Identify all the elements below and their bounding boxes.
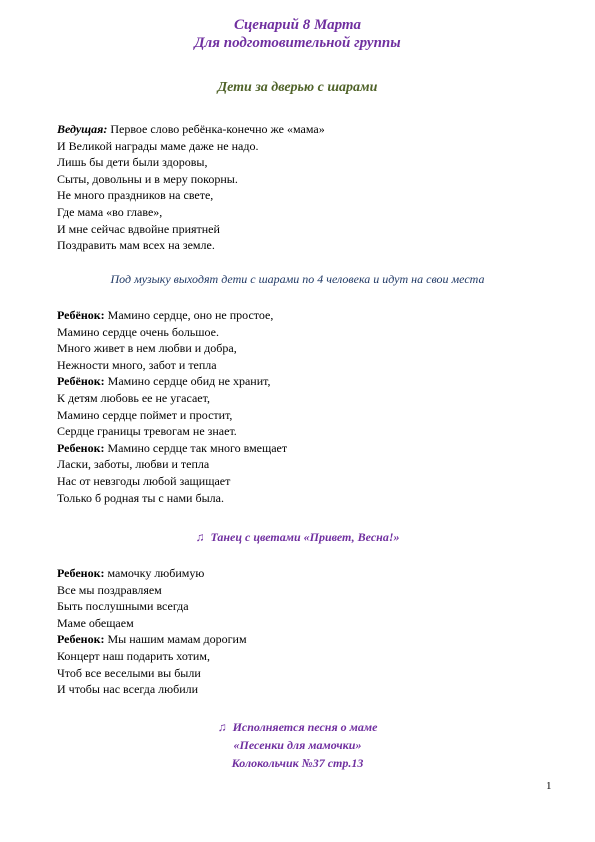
verse-line: К детям любовь ее не угасает, xyxy=(57,390,210,405)
verse-line: Нас от невзгоды любой защищает xyxy=(57,473,231,488)
song-line-1: ♫ Исполняется песня о маме xyxy=(217,720,378,734)
verse-line: Много живет в нем любви и добра, xyxy=(57,341,237,356)
subtitle: Дети за дверью с шарами xyxy=(217,80,378,95)
verse-line: Маме обещаем xyxy=(57,615,134,630)
dance-text: Танец с цветами «Привет, Весна!» xyxy=(210,530,400,544)
song-direction xyxy=(0,718,595,772)
verses-block-1 xyxy=(57,307,287,506)
intro-first-text: Первое слово ребёнка-конечно же «мама» xyxy=(107,122,325,136)
speaker-label: Ребёнок: xyxy=(57,374,105,389)
intro-block xyxy=(57,121,325,254)
speaker-label: Ребенок: xyxy=(57,566,105,580)
speaker-label: Ребенок: xyxy=(57,440,105,455)
intro-line: Не много праздников на свете, xyxy=(57,188,214,203)
verse-line: И чтобы нас всегда любили xyxy=(57,682,199,697)
verse-first-line: Ребенок: мамочку любимую xyxy=(57,566,205,580)
intro-line: Поздравить мам всех на земле. xyxy=(57,238,215,253)
verse-line: Быть послушными всегда xyxy=(57,599,189,614)
verse-line: Ласки, заботы, любви и тепла xyxy=(57,457,210,472)
page-number: 1 xyxy=(546,780,552,792)
verse-first-line: Ребенок: Мы нашим мамам дорогим xyxy=(57,632,247,647)
intro-line: Где мама «во главе», xyxy=(57,204,163,219)
verse-line: Чтоб все веселыми вы были xyxy=(57,665,201,680)
intro-line: Лишь бы дети были здоровы, xyxy=(57,155,208,170)
verse-first-line: Ребёнок: Мамино сердце обид не хранит, xyxy=(57,374,271,389)
intro-line: И Великой награды маме даже не надо. xyxy=(57,138,259,153)
speaker-label: Ребёнок: xyxy=(57,308,105,322)
music-note-icon: ♫ xyxy=(195,530,205,544)
verse-line: Все мы поздравляем xyxy=(57,582,162,597)
verse-line: Мамино сердце поймет и простит, xyxy=(57,407,233,422)
verse-line: Сердце границы тревогам не знает. xyxy=(57,424,237,439)
stage-direction: Под музыку выходят дети с шарами по 4 человека и идут на свои места xyxy=(110,272,485,286)
document-title xyxy=(0,16,595,52)
title-line-1: Сценарий 8 Марта xyxy=(233,17,362,33)
speaker-label: Ведущая: xyxy=(57,122,108,136)
song-line-2: «Песенки для мамочки» xyxy=(233,738,362,752)
speaker-label: Ребенок: xyxy=(57,632,105,647)
verse-line: Нежности много, забот и тепла xyxy=(57,357,217,372)
intro-line: Сыты, довольны и в меру покорны. xyxy=(57,171,238,186)
verse-first-line: Ребенок: Мамино сердце так много вмещает xyxy=(57,440,288,455)
song-line-3: Колокольчик №37 стр.13 xyxy=(231,756,364,770)
verse-first-line: Ребёнок: Мамино сердце, оно не простое, xyxy=(57,308,274,322)
verses-block-2 xyxy=(57,565,247,698)
verse-line: Концерт наш подарить хотим, xyxy=(57,648,210,663)
intro-line: И мне сейчас вдвойне приятней xyxy=(57,221,220,236)
verse-line: Только б родная ты с нами была. xyxy=(57,490,224,505)
dance-direction xyxy=(0,530,595,545)
verse-line: Мамино сердце очень большое. xyxy=(57,324,219,339)
music-note-icon: ♫ xyxy=(217,720,227,734)
title-line-2: Для подготовительной группы xyxy=(194,35,401,51)
intro-first-line xyxy=(57,121,325,138)
